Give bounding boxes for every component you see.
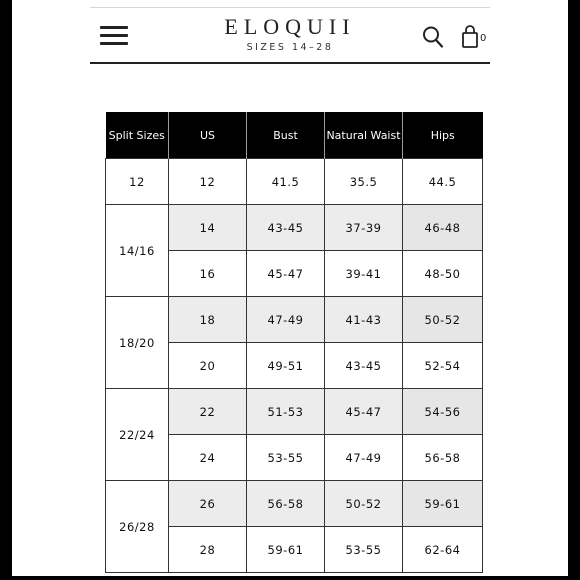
split-size-cell: 14/16 [106,205,169,297]
brand-logo[interactable] [190,14,390,53]
table-header-row [106,112,483,159]
header-divider [90,62,490,64]
us-size-cell: 22 [169,389,247,435]
header-us: US [169,112,247,159]
hips-cell: 56-58 [403,435,483,481]
bust-cell: 51-53 [247,389,325,435]
us-size-cell: 16 [169,251,247,297]
waist-cell: 50-52 [325,481,403,527]
us-size-cell: 12 [169,159,247,205]
waist-cell: 41-43 [325,297,403,343]
bust-cell: 59-61 [247,527,325,573]
header-bust: Bust [247,112,325,159]
waist-cell: 43-45 [325,343,403,389]
header-hips: Hips [403,112,483,159]
table-row [106,389,483,435]
table-row [106,159,483,205]
hips-cell: 52-54 [403,343,483,389]
waist-cell: 45-47 [325,389,403,435]
bust-cell: 45-47 [247,251,325,297]
hips-cell: 46-48 [403,205,483,251]
table-row [106,297,483,343]
waist-cell: 37-39 [325,205,403,251]
bust-cell: 53-55 [247,435,325,481]
brand-name: ELOQUII [224,14,356,39]
us-size-cell: 18 [169,297,247,343]
hips-cell: 54-56 [403,389,483,435]
brand-subtitle: SIZES 14–28 [246,42,334,53]
table-row [106,205,483,251]
waist-cell: 53-55 [325,527,403,573]
header-natural-waist: Natural Waist [325,112,403,159]
us-size-cell: 20 [169,343,247,389]
hips-cell: 59-61 [403,481,483,527]
bust-cell: 43-45 [247,205,325,251]
us-size-cell: 28 [169,527,247,573]
waist-cell: 47-49 [325,435,403,481]
bust-cell: 41.5 [247,159,325,205]
us-size-cell: 24 [169,435,247,481]
hamburger-menu-icon[interactable] [100,25,128,47]
bag-count: 0 [480,33,487,44]
waist-cell: 35.5 [325,159,403,205]
page [12,0,568,576]
hips-cell: 50-52 [403,297,483,343]
hips-cell: 62-64 [403,527,483,573]
split-size-cell: 12 [106,159,169,205]
site-header [12,0,568,66]
bust-cell: 56-58 [247,481,325,527]
split-size-cell: 26/28 [106,481,169,573]
us-size-cell: 14 [169,205,247,251]
bust-cell: 49-51 [247,343,325,389]
hips-cell: 44.5 [403,159,483,205]
header-split-sizes: Split Sizes [106,112,169,159]
split-size-cell: 18/20 [106,297,169,389]
bust-cell: 47-49 [247,297,325,343]
search-icon[interactable] [422,25,444,49]
us-size-cell: 26 [169,481,247,527]
split-size-cell: 22/24 [106,389,169,481]
waist-cell: 39-41 [325,251,403,297]
hips-cell: 48-50 [403,251,483,297]
table-row [106,481,483,527]
size-chart-table [105,112,483,573]
shopping-bag-icon[interactable] [461,25,491,49]
